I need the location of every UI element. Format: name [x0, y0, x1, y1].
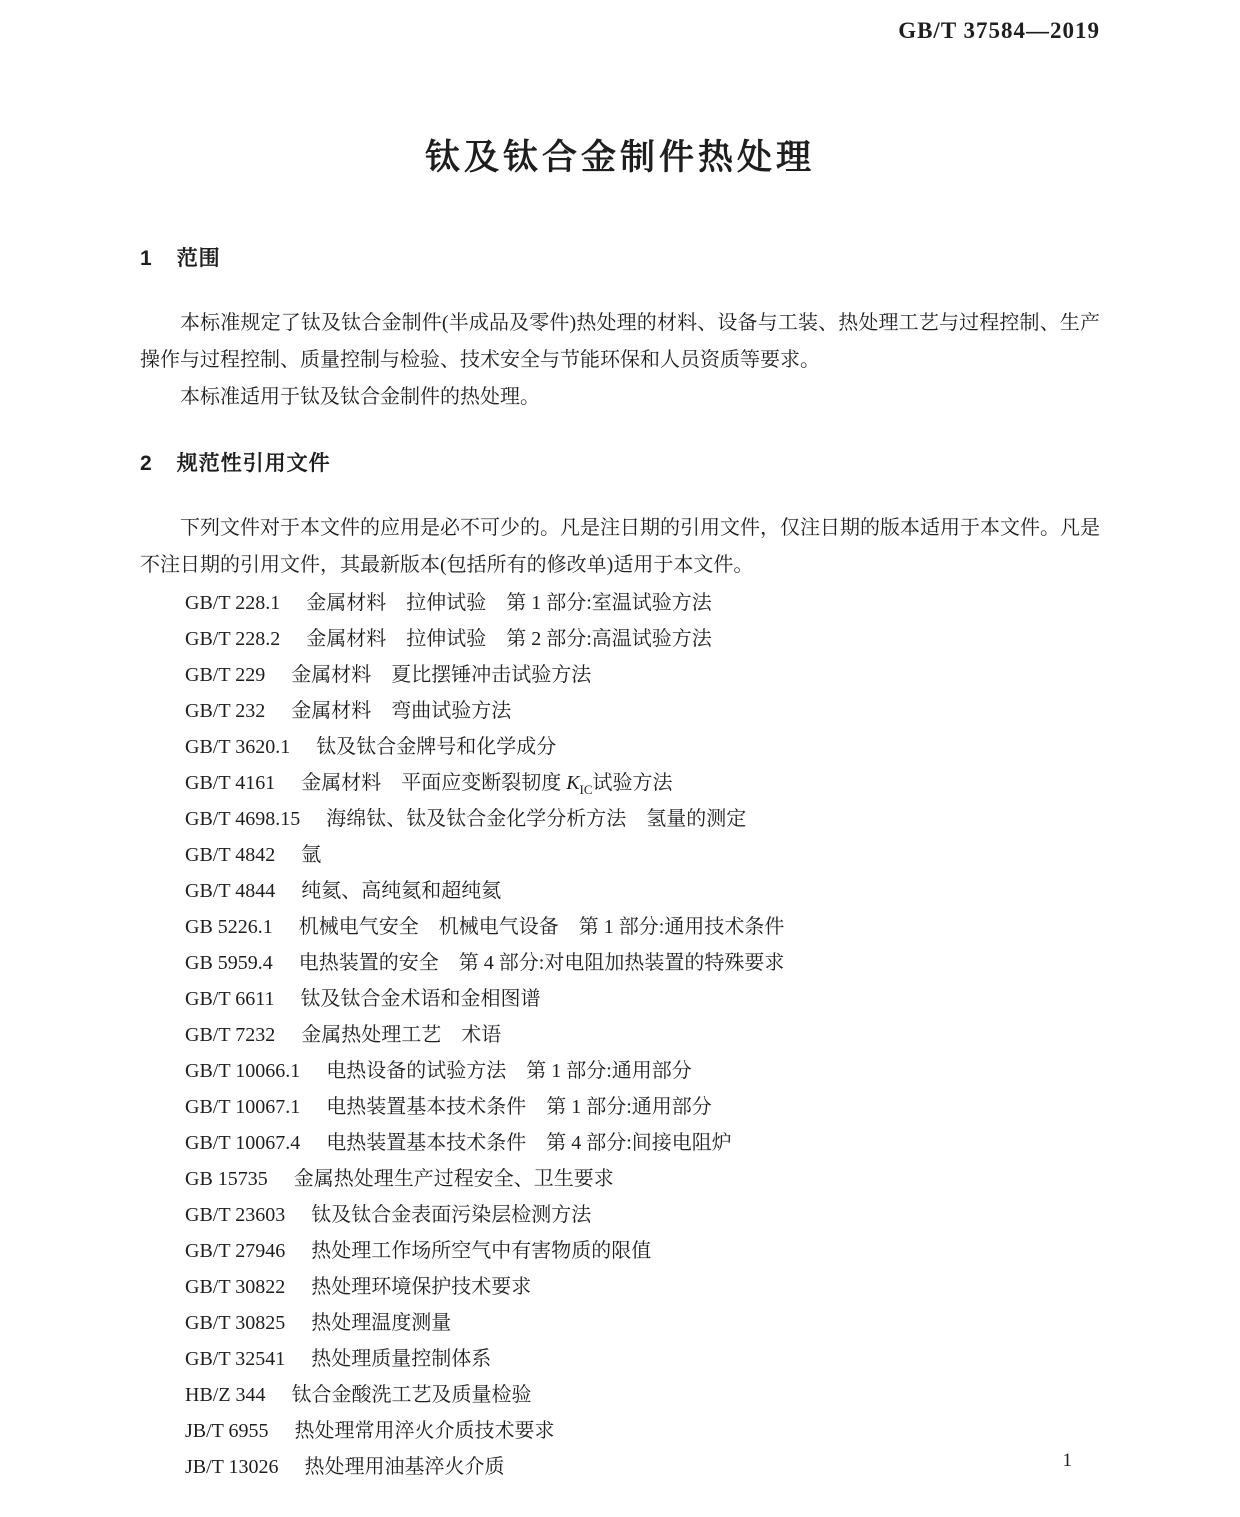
reference-code: GB 5959.4	[185, 952, 273, 974]
reference-title: 金属热处理生产过程安全、卫生要求	[293, 1168, 614, 1190]
reference-title: 金属材料 夏比摆锤冲击试验方法	[291, 664, 592, 686]
reference-code: GB/T 30822	[185, 1276, 286, 1298]
reference-title: 热处理环境保护技术要求	[311, 1276, 532, 1298]
reference-item	[140, 801, 1150, 837]
reference-code: GB/T 4698.15	[185, 808, 301, 830]
reference-item	[140, 945, 1150, 981]
reference-title: 热处理工作场所空气中有害物质的限值	[311, 1240, 652, 1262]
reference-item	[140, 1305, 1150, 1341]
reference-item	[140, 1233, 1150, 1269]
reference-item	[140, 693, 1150, 729]
reference-title: 机械电气安全 机械电气设备 第 1 部分:通用技术条件	[298, 916, 785, 938]
reference-code: GB 15735	[185, 1168, 268, 1190]
reference-item	[140, 1125, 1150, 1161]
section-2-intro	[140, 510, 1100, 584]
reference-code: JB/T 13026	[185, 1456, 279, 1478]
scope-paragraph-1: 本标准规定了钛及钛合金制件(半成品及零件)热处理的材料、设备与工装、热处理工艺与过程控制、生产操作与过程控制、质量控制与检验、技术安全与节能环保和人员资质等要求。	[140, 312, 1100, 371]
standard-number-header: GB/T 37584—2019	[898, 18, 1100, 43]
reference-title: 电热装置基本技术条件 第 4 部分:间接电阻炉	[326, 1132, 732, 1154]
reference-title-post: 试验方法	[592, 772, 673, 794]
reference-code: GB/T 4842	[185, 844, 276, 866]
reference-code: GB/T 23603	[185, 1204, 286, 1226]
section-2-number: 2	[140, 452, 153, 475]
reference-title: 热处理用油基淬火介质	[304, 1456, 505, 1478]
reference-item	[140, 873, 1150, 909]
reference-title: 电热装置基本技术条件 第 1 部分:通用部分	[326, 1096, 712, 1118]
reference-item	[140, 1377, 1150, 1413]
k1c-subscript: IC	[579, 782, 593, 797]
reference-item	[140, 1341, 1150, 1377]
reference-code: GB/T 3620.1	[185, 736, 291, 758]
reference-item	[140, 1089, 1150, 1125]
section-2-title: 规范性引用文件	[176, 452, 331, 475]
page-number: 1	[1062, 1450, 1072, 1471]
reference-title: 电热设备的试验方法 第 1 部分:通用部分	[326, 1060, 692, 1082]
document-title: 钛及钛合金制件热处理	[424, 138, 815, 177]
reference-code: GB/T 32541	[185, 1348, 286, 1370]
reference-title: 钛及钛合金术语和金相图谱	[300, 988, 541, 1010]
reference-title: 金属材料 拉伸试验 第 2 部分:高温试验方法	[306, 628, 712, 650]
section-2-heading	[140, 447, 331, 477]
reference-item	[140, 909, 1150, 945]
reference-title: 钛及钛合金表面污染层检测方法	[311, 1204, 592, 1226]
reference-code: GB/T 10067.4	[185, 1132, 301, 1154]
reference-code: GB/T 4844	[185, 880, 276, 902]
reference-title: 氩	[301, 844, 322, 866]
reference-code: GB/T 30825	[185, 1312, 286, 1334]
reference-code: GB/T 228.1	[185, 592, 281, 614]
reference-item	[140, 1413, 1150, 1449]
scope-paragraph-2: 本标准适用于钛及钛合金制件的热处理。	[180, 386, 540, 408]
normative-references-list	[140, 585, 1150, 1485]
reference-title: 海绵钛、钛及钛合金化学分析方法 氢量的测定	[326, 808, 747, 830]
reference-item	[140, 1017, 1150, 1053]
reference-title: 钛及钛合金牌号和化学成分	[316, 736, 557, 758]
reference-code: GB/T 6611	[185, 988, 275, 1010]
reference-item	[140, 1161, 1150, 1197]
reference-code: HB/Z 344	[185, 1384, 266, 1406]
reference-code: GB/T 10067.1	[185, 1096, 301, 1118]
reference-code: GB/T 4161	[185, 772, 276, 794]
reference-code: GB/T 27946	[185, 1240, 286, 1262]
reference-item	[140, 1053, 1150, 1089]
reference-item	[140, 1269, 1150, 1305]
reference-item	[140, 585, 1150, 621]
reference-title: 热处理常用淬火介质技术要求	[294, 1420, 555, 1442]
section-1-body	[140, 305, 1100, 416]
reference-code: JB/T 6955	[185, 1420, 269, 1442]
reference-item	[140, 729, 1150, 765]
reference-code: GB/T 7232	[185, 1024, 276, 1046]
reference-item	[140, 837, 1150, 873]
reference-code: GB/T 229	[185, 664, 266, 686]
reference-item	[140, 981, 1150, 1017]
reference-title: 纯氦、高纯氦和超纯氦	[301, 880, 502, 902]
reference-code: GB 5226.1	[185, 916, 273, 938]
section-1-number: 1	[140, 247, 153, 270]
reference-title: 电热装置的安全 第 4 部分:对电阻加热装置的特殊要求	[298, 952, 785, 974]
reference-title: 金属热处理工艺 术语	[301, 1024, 502, 1046]
reference-title: 钛合金酸洗工艺及质量检验	[291, 1384, 532, 1406]
reference-item-k1c	[140, 765, 1150, 801]
reference-title-pre: 金属材料 平面应变断裂韧度	[301, 772, 567, 794]
section-1-heading	[140, 242, 221, 272]
k1c-symbol: K	[566, 772, 580, 794]
normative-references-intro: 下列文件对于本文件的应用是必不可少的。凡是注日期的引用文件，仅注日期的版本适用于本文件。凡是不注日期的引用文件，其最新版本(包括所有的修改单)适用于本文件。	[140, 517, 1100, 576]
reference-title: 热处理质量控制体系	[311, 1348, 492, 1370]
reference-title: 热处理温度测量	[311, 1312, 452, 1334]
reference-code: GB/T 232	[185, 700, 266, 722]
reference-item	[140, 657, 1150, 693]
reference-title: 金属材料 拉伸试验 第 1 部分:室温试验方法	[306, 592, 712, 614]
reference-item	[140, 621, 1150, 657]
reference-item	[140, 1197, 1150, 1233]
section-1-title: 范围	[176, 247, 221, 270]
reference-code: GB/T 10066.1	[185, 1060, 301, 1082]
reference-title: 金属材料 弯曲试验方法	[291, 700, 512, 722]
reference-code: GB/T 228.2	[185, 628, 281, 650]
reference-item	[140, 1449, 1150, 1485]
